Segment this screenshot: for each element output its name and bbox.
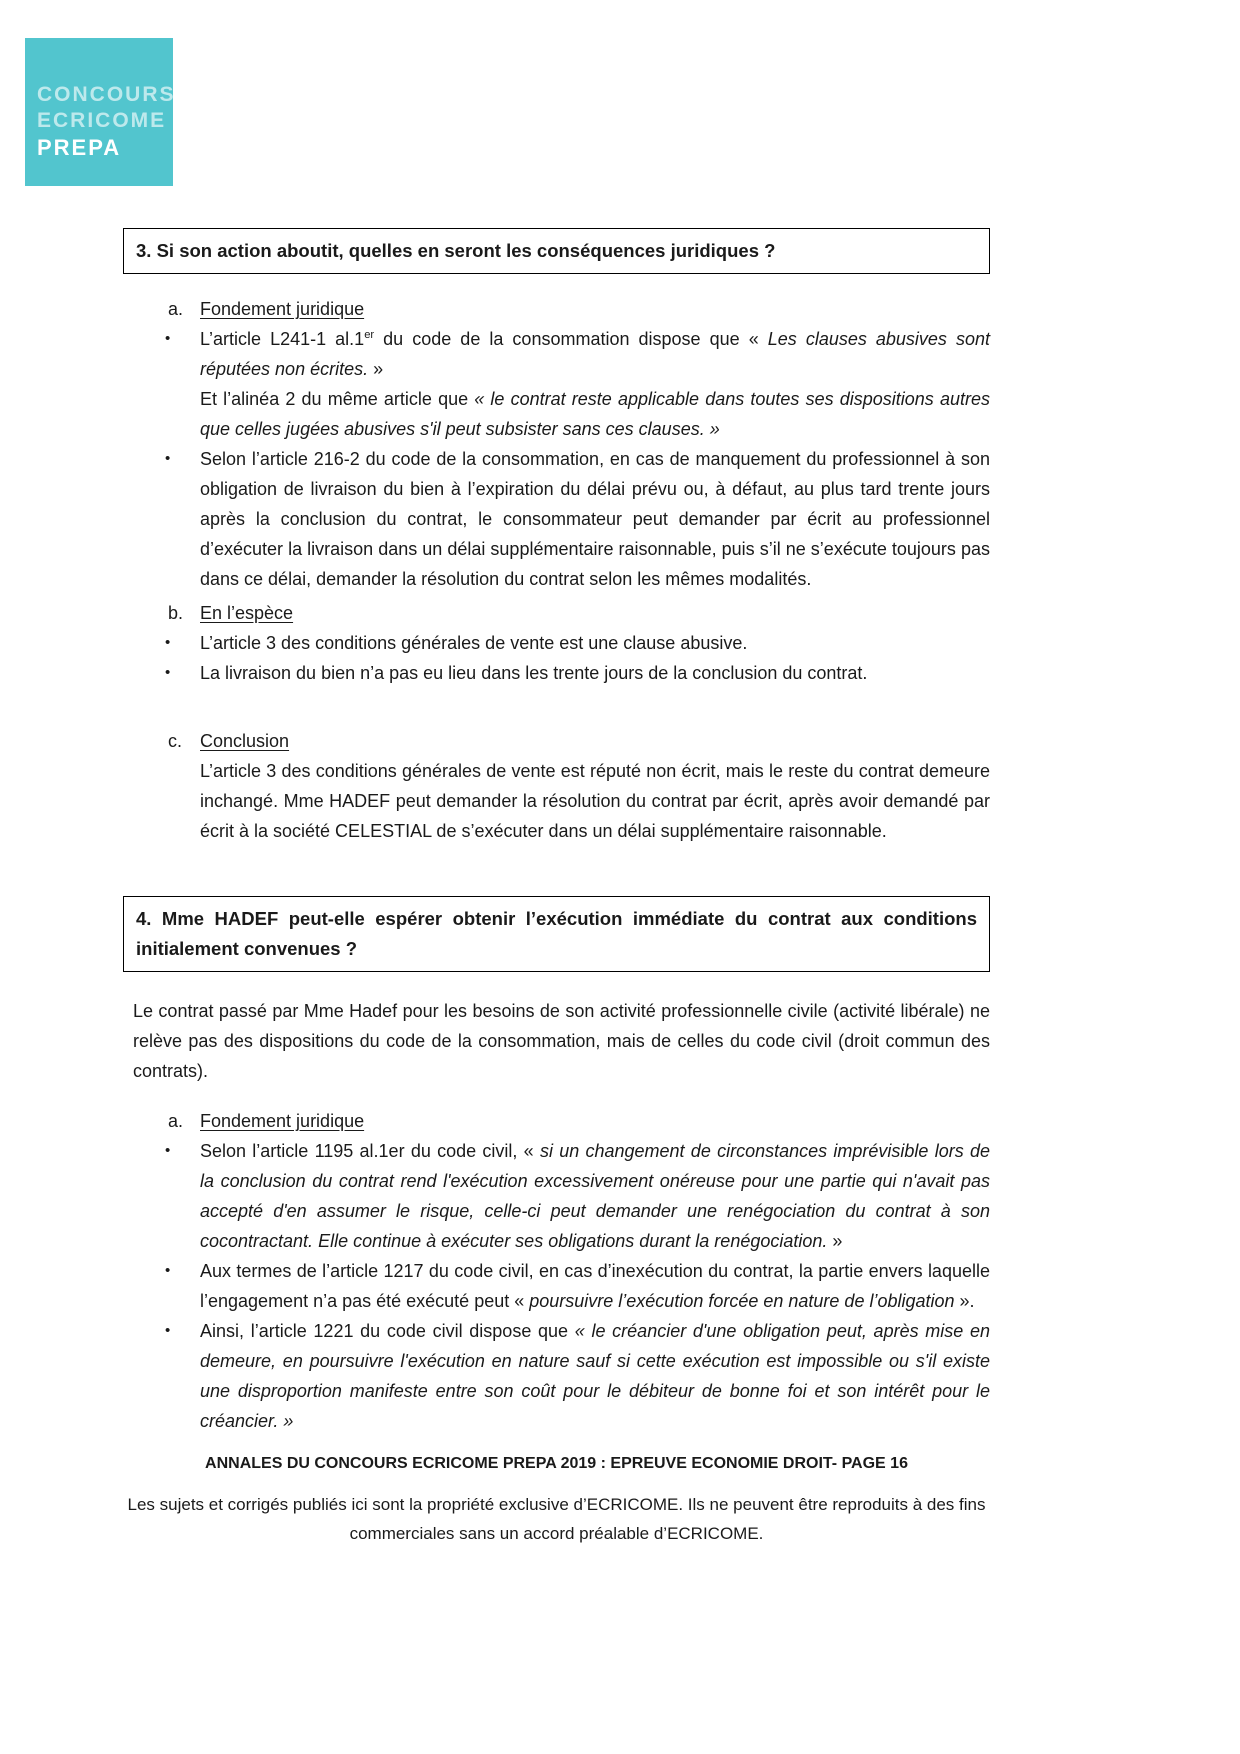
q3-section-heading-c: [168, 726, 990, 756]
q3-bullet-article-216-2: [165, 444, 990, 594]
section-label: Fondement juridique: [200, 1111, 365, 1131]
q3-conclusion-paragraph: L’article 3 des conditions générales de vente est réputé non écrit, mais le reste du contrat demeure inchangé. Mme HADEF peut demander la résolution du contrat par écrit, après avoir demandé par écrit à la société CELESTIAL de s’exécuter dans un délai supplémentaire raisonnable.: [200, 761, 990, 841]
paragraph: L’article 3 des conditions générales de vente est une clause abusive.: [200, 633, 748, 653]
question-3-heading-box: [123, 228, 990, 274]
document-body: [123, 0, 990, 1548]
q3-bullet-article-l241: [165, 324, 990, 444]
section-label: Fondement juridique: [200, 299, 365, 319]
bullet-text: [200, 444, 990, 594]
bullet-text: [200, 658, 990, 688]
bullet-marker: •: [165, 1262, 171, 1279]
bullet-text: [200, 324, 990, 444]
section-label: Conclusion: [200, 731, 290, 751]
paragraph: Selon l’article 216-2 du code de la consommation, en cas de manquement du professionnel à son obligation de livraison du bien à l’expiration du délai prévu ou, à défaut, au plus tard trente jours après la conclusion du contrat, le consommateur peut demander par écrit au professionnel d’exécuter la livraison dans un délai supplémentaire raisonnable, puis s’il ne s’exécute toujours pas dans ce délai, demander la résolution du contrat selon les mêmes modalités.: [200, 449, 990, 589]
bullet-marker: •: [165, 1322, 171, 1339]
logo-line-ecricome: ECRICOME: [37, 109, 167, 132]
bullet-marker: •: [165, 664, 171, 681]
section-letter: b.: [168, 603, 184, 623]
bullet-text: [200, 628, 990, 658]
paragraph: Et l’alinéa 2 du même article que « le contrat reste applicable dans toutes ses dispositions autres que celles jugées abusives s'il peut subsister sans ces clauses. »: [200, 389, 990, 439]
section-letter: c.: [168, 731, 183, 751]
bullet-text: [200, 1256, 990, 1316]
paragraph: L’article L241-1 al.1er du code de la consommation dispose que « Les clauses abusives sont réputées non écrites. »: [200, 329, 991, 379]
footer-annales-line: ANNALES DU CONCOURS ECRICOME PREPA 2019 : EPREUVE ECONOMIE DROIT- PAGE 16: [205, 1455, 908, 1472]
bullet-marker: •: [165, 330, 171, 347]
paragraph: Selon l’article 1195 al.1er du code civil, « si un changement de circonstances imprévisible lors de la conclusion du contrat rend l'exécution excessivement onéreuse pour une partie qui n'avait pas accepté d'en assumer le risque, celle-ci peut demander une renégociation du contrat à son cocontractant. Elle continue à exécuter ses obligations durant la renégociation. »: [200, 1141, 990, 1251]
q3-bullet-livraison: [165, 658, 990, 688]
bullet-marker: •: [165, 450, 171, 467]
q4-bullet-article-1221: [165, 1316, 990, 1436]
section-letter: a.: [168, 1111, 184, 1131]
logo-line-concours: CONCOURS: [37, 83, 176, 106]
bullet-text: [200, 1316, 990, 1436]
logo-line-prepa: PREPA: [37, 135, 122, 160]
paragraph: Aux termes de l’article 1217 du code civil, en cas d’inexécution du contrat, la partie envers laquelle l’engagement n’a pas été exécuté peut « poursuivre l’exécution forcée en nature de l’obligation ».: [200, 1261, 990, 1311]
footer-copyright: Les sujets et corrigés publiés ici sont la propriété exclusive d’ECRICOME. Ils ne peuvent être reproduits à des fins commerciales sans un accord préalable d’ECRICOME.: [127, 1495, 986, 1543]
q3-section-heading-a: [168, 294, 990, 324]
ecricome-logo: [25, 38, 176, 186]
bullet-marker: •: [165, 634, 171, 651]
paragraph: Ainsi, l’article 1221 du code civil dispose que « le créancier d'une obligation peut, après mise en demeure, en poursuivre l'exécution en nature sauf si cette exécution est impossible ou s'il existe une disproportion manifeste entre son coût pour le débiteur de bonne foi et son intérêt pour le créancier. »: [200, 1321, 990, 1431]
q3-bullet-clause-abusive: [165, 628, 990, 658]
q3-section-heading-b: [168, 598, 990, 628]
paragraph: La livraison du bien n’a pas eu lieu dans les trente jours de la conclusion du contrat.: [200, 663, 868, 683]
question-4-title: 4. Mme HADEF peut-elle espérer obtenir l’exécution immédiate du contrat aux conditions initialement convenues ?: [136, 908, 977, 959]
bullet-text: [200, 1136, 990, 1256]
q4-bullet-article-1195: [165, 1136, 990, 1256]
bullet-marker: •: [165, 1142, 171, 1159]
question-3-title: 3. Si son action aboutit, quelles en seront les conséquences juridiques ?: [136, 240, 776, 261]
question-4-heading-box: [123, 896, 990, 972]
q4-section-heading-a: [168, 1106, 990, 1136]
q4-bullet-article-1217: [165, 1256, 990, 1316]
q4-intro-paragraph: Le contrat passé par Mme Hadef pour les besoins de son activité professionnelle civile (activité libérale) ne relève pas des dispositions du code de la consommation, mais de celles du code civil (droit commun des contrats).: [133, 1001, 990, 1081]
section-letter: a.: [168, 299, 184, 319]
section-label: En l’espèce: [200, 603, 294, 623]
